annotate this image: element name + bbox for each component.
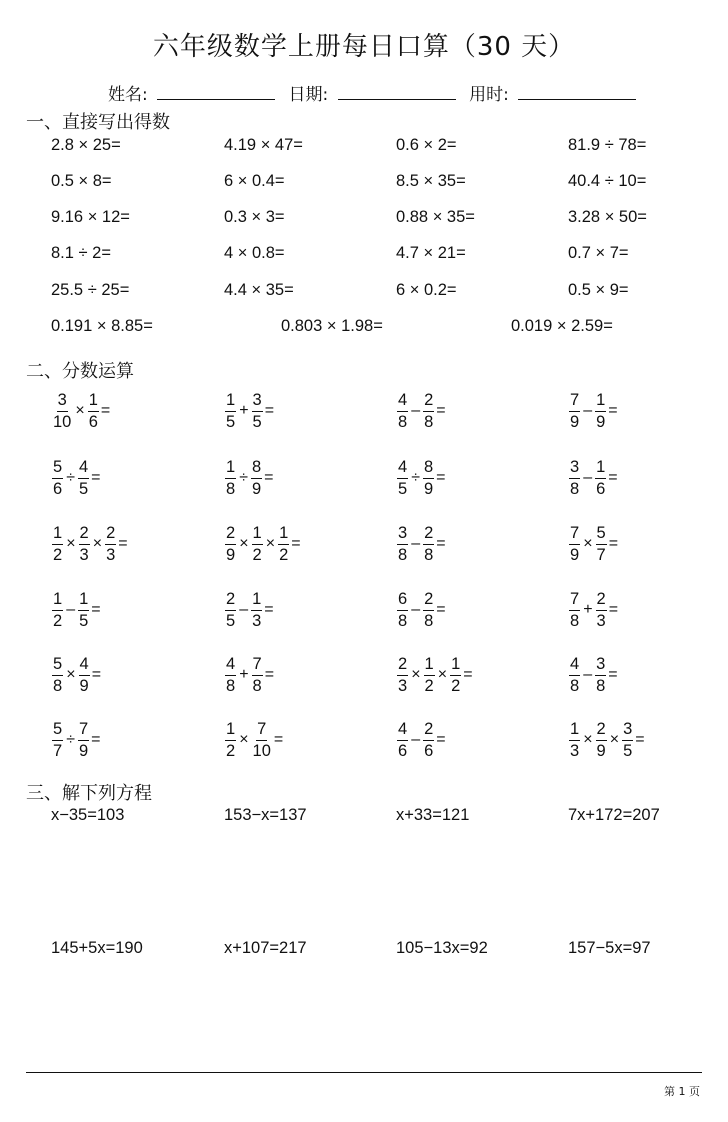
fraction-problem — [568, 525, 618, 563]
operator-sign: ÷ — [411, 469, 420, 486]
fraction-numerator: 2 — [423, 721, 434, 741]
fraction-numerator: 1 — [251, 591, 262, 611]
fraction-denominator: 9 — [226, 545, 236, 564]
fraction — [277, 525, 290, 563]
problem-item: 4.4 × 35= — [224, 281, 294, 299]
fraction — [423, 656, 436, 694]
equals-sign: = — [118, 535, 128, 552]
fraction-denominator: 7 — [53, 741, 63, 760]
fraction-denominator: 5 — [79, 611, 89, 630]
fraction-problem — [51, 656, 101, 694]
equals-sign: = — [463, 666, 473, 683]
equals-sign: = — [264, 601, 274, 618]
equals-sign: = — [436, 535, 446, 552]
fraction-denominator: 8 — [424, 412, 434, 431]
student-info-row — [108, 80, 644, 105]
fraction-numerator: 3 — [595, 656, 606, 676]
fraction-problem — [224, 721, 283, 759]
fraction-denominator: 6 — [424, 741, 434, 760]
fraction — [621, 721, 634, 759]
equals-sign: = — [436, 601, 446, 618]
footer-divider — [26, 1072, 702, 1073]
operator-sign: × — [239, 535, 249, 552]
fraction-numerator: 3 — [252, 392, 263, 412]
equals-sign: = — [608, 601, 619, 618]
fraction — [396, 525, 409, 563]
problem-item: 8.1 ÷ 2= — [51, 244, 111, 262]
equals-sign: = — [635, 731, 645, 748]
operator-sign: × — [411, 666, 421, 683]
fraction-denominator: 8 — [424, 611, 434, 630]
equation-item: x+107=217 — [224, 939, 307, 957]
fraction — [568, 591, 581, 629]
fraction — [250, 591, 263, 629]
fraction-problem — [224, 591, 274, 629]
fraction-denominator: 5 — [252, 412, 262, 431]
fraction-denominator: 9 — [596, 741, 606, 760]
fraction-denominator: 5 — [226, 412, 236, 431]
fraction-denominator: 7 — [596, 545, 606, 564]
fraction-problem — [568, 392, 618, 430]
problem-item: 6 × 0.4= — [224, 172, 285, 190]
operator-sign: ÷ — [66, 469, 75, 486]
fraction-denominator: 2 — [279, 545, 289, 564]
fraction-denominator: 8 — [570, 611, 580, 630]
operator-sign: – — [66, 601, 76, 618]
fraction-numerator: 4 — [397, 721, 408, 741]
operator-sign: – — [583, 402, 593, 419]
fraction-numerator: 8 — [251, 459, 262, 479]
fraction-denominator: 2 — [424, 676, 434, 695]
fraction-problem — [51, 721, 101, 759]
equals-sign: = — [91, 731, 101, 748]
fraction-denominator: 2 — [53, 545, 63, 564]
date-label: 日期: — [288, 85, 329, 105]
fraction-problem — [51, 392, 110, 430]
operator-sign: × — [609, 731, 620, 748]
fraction-problem — [396, 721, 446, 759]
fraction-numerator: 4 — [397, 459, 408, 479]
problem-item: 0.6 × 2= — [396, 136, 457, 154]
fraction-denominator: 3 — [79, 545, 89, 564]
fraction-numerator: 2 — [79, 525, 90, 545]
fraction-numerator: 2 — [423, 591, 434, 611]
fraction — [396, 392, 409, 430]
fraction — [87, 392, 100, 430]
fraction — [51, 721, 64, 759]
fraction-denominator: 9 — [570, 545, 580, 564]
fraction — [568, 721, 581, 759]
fraction-numerator: 3 — [569, 459, 580, 479]
fraction-problem — [224, 525, 301, 563]
fraction — [396, 591, 409, 629]
fraction-denominator: 9 — [78, 741, 89, 760]
fraction-denominator: 8 — [596, 676, 606, 695]
fraction — [422, 392, 435, 430]
operator-sign: × — [583, 535, 593, 552]
problem-item: 0.3 × 3= — [224, 208, 285, 226]
operator-sign: × — [92, 535, 103, 552]
fraction-numerator: 7 — [569, 392, 580, 412]
equals-sign: = — [436, 402, 446, 419]
fraction-denominator: 8 — [226, 676, 236, 695]
equals-sign: = — [608, 666, 618, 683]
fraction-numerator: 1 — [450, 656, 461, 676]
fraction-problem — [568, 656, 618, 694]
fraction-numerator: 7 — [252, 656, 263, 676]
fraction-denominator: 6 — [88, 412, 98, 431]
operator-sign: × — [66, 535, 76, 552]
operator-sign: × — [239, 731, 249, 748]
problem-item: 0.88 × 35= — [396, 208, 475, 226]
fraction-denominator: 8 — [226, 479, 236, 498]
fraction — [594, 392, 607, 430]
problem-item: 0.019 × 2.59= — [511, 317, 613, 335]
fraction — [595, 525, 608, 563]
fraction-numerator: 1 — [78, 591, 89, 611]
fraction — [51, 591, 64, 629]
fraction — [224, 721, 237, 759]
equals-sign: = — [91, 666, 102, 683]
fraction-denominator: 8 — [398, 545, 408, 564]
problem-item: 2.8 × 25= — [51, 136, 121, 154]
fraction-numerator: 1 — [252, 525, 263, 545]
fraction-numerator: 3 — [57, 392, 68, 412]
fraction — [422, 721, 435, 759]
fraction-numerator: 1 — [225, 392, 236, 412]
equation-item: 153−x=137 — [224, 806, 307, 824]
fraction-denominator: 5 — [226, 611, 236, 630]
fraction-numerator: 4 — [397, 392, 408, 412]
fraction-denominator: 9 — [79, 676, 89, 695]
fraction-denominator: 8 — [252, 676, 262, 695]
fraction-problem — [396, 591, 446, 629]
fraction-numerator: 2 — [225, 525, 236, 545]
fraction-denominator: 8 — [398, 611, 408, 630]
fraction-problem — [51, 459, 101, 497]
fraction-numerator: 4 — [79, 656, 90, 676]
fraction — [396, 656, 409, 694]
fraction-denominator: 3 — [252, 611, 262, 630]
fraction-numerator: 3 — [397, 525, 408, 545]
fraction — [78, 525, 91, 563]
problem-item: 25.5 ÷ 25= — [51, 281, 130, 299]
problem-item: 0.7 × 7= — [568, 244, 629, 262]
fraction-problem — [396, 656, 473, 694]
equals-sign: = — [608, 469, 618, 486]
equals-sign: = — [91, 469, 101, 486]
fraction-denominator: 3 — [106, 545, 116, 564]
equation-item: 145+5x=190 — [51, 939, 143, 957]
fraction-numerator: 5 — [52, 459, 63, 479]
equation-item: 157−5x=97 — [568, 939, 651, 957]
fraction — [77, 459, 90, 497]
fraction-denominator: 3 — [570, 741, 580, 760]
fraction-denominator: 6 — [53, 479, 63, 498]
fraction-numerator: 2 — [596, 721, 607, 741]
equation-item: 105−13x=92 — [396, 939, 488, 957]
problem-item: 4.7 × 21= — [396, 244, 466, 262]
section-heading-fraction: 二、分数运算 — [26, 361, 134, 382]
fraction — [251, 721, 273, 759]
equals-sign: = — [436, 469, 446, 486]
fraction — [224, 392, 237, 430]
equals-sign: = — [100, 402, 111, 419]
fraction-denominator: 5 — [623, 741, 633, 760]
fraction — [251, 656, 264, 694]
operator-sign: ÷ — [239, 469, 248, 486]
fraction-numerator: 3 — [622, 721, 633, 741]
fraction — [78, 656, 91, 694]
fraction-numerator: 2 — [596, 591, 607, 611]
name-label: 姓名: — [108, 85, 148, 105]
operator-sign: + — [583, 601, 593, 618]
fraction-denominator: 2 — [451, 676, 461, 695]
problem-item: 9.16 × 12= — [51, 208, 130, 226]
fraction-numerator: 1 — [595, 392, 606, 412]
problem-item: 4 × 0.8= — [224, 244, 285, 262]
fraction — [595, 721, 608, 759]
equals-sign: = — [91, 601, 101, 618]
operator-sign: – — [239, 601, 249, 618]
fraction-denominator: 9 — [423, 479, 434, 498]
fraction-denominator: 3 — [398, 676, 408, 695]
fraction — [224, 591, 237, 629]
fraction-problem — [568, 591, 618, 629]
fraction — [77, 721, 90, 759]
fraction-problem — [224, 459, 274, 497]
fraction-denominator: 5 — [398, 479, 408, 498]
fraction-numerator: 2 — [423, 525, 434, 545]
equation-item: x−35=103 — [51, 806, 125, 824]
fraction — [568, 459, 581, 497]
fraction — [422, 591, 435, 629]
fraction-numerator: 1 — [595, 459, 606, 479]
fraction-denominator: 10 — [53, 412, 72, 431]
fraction-numerator: 1 — [52, 525, 63, 545]
fraction — [568, 525, 581, 563]
operator-sign: – — [583, 469, 593, 486]
fraction-numerator: 7 — [569, 591, 580, 611]
fraction — [224, 525, 237, 563]
fraction-denominator: 8 — [398, 412, 408, 431]
fraction — [594, 459, 607, 497]
fraction-numerator: 4 — [225, 656, 236, 676]
fraction-denominator: 2 — [53, 611, 63, 630]
fraction-denominator: 2 — [226, 741, 236, 760]
problem-item: 0.5 × 8= — [51, 172, 112, 190]
fraction-numerator: 4 — [78, 459, 89, 479]
fraction — [595, 591, 608, 629]
fraction-numerator: 1 — [225, 721, 236, 741]
fraction-numerator: 1 — [569, 721, 580, 741]
fraction-numerator: 2 — [423, 392, 434, 412]
operator-sign: – — [411, 402, 421, 419]
operator-sign: – — [411, 601, 421, 618]
fraction — [250, 459, 263, 497]
fraction-numerator: 1 — [88, 392, 99, 412]
fraction-denominator: 5 — [78, 479, 89, 498]
fraction-problem — [568, 721, 645, 759]
fraction-denominator: 8 — [570, 676, 580, 695]
equation-item: x+33=121 — [396, 806, 470, 824]
operator-sign: × — [265, 535, 276, 552]
fraction — [449, 656, 462, 694]
operator-sign: – — [411, 535, 421, 552]
fraction-numerator: 7 — [569, 525, 580, 545]
section-heading-direct: 一、直接写出得数 — [26, 112, 170, 133]
problem-item: 81.9 ÷ 78= — [568, 136, 647, 154]
problem-item: 0.191 × 8.85= — [51, 317, 153, 335]
fraction — [396, 459, 409, 497]
operator-sign: ÷ — [66, 731, 75, 748]
fraction-numerator: 1 — [278, 525, 289, 545]
fraction — [51, 525, 64, 563]
equals-sign: = — [608, 535, 619, 552]
fraction-problem — [224, 392, 274, 430]
fraction-problem — [396, 459, 446, 497]
fraction-numerator: 7 — [78, 721, 89, 741]
operator-sign: × — [66, 666, 76, 683]
fraction-denominator: 9 — [596, 412, 606, 431]
fraction-numerator: 1 — [424, 656, 435, 676]
equals-sign: = — [264, 402, 275, 419]
fraction — [77, 591, 90, 629]
fraction-denominator: 8 — [53, 676, 63, 695]
fraction — [51, 656, 64, 694]
problem-item: 4.19 × 47= — [224, 136, 303, 154]
page-title: 六年级数学上册每日口算（30 天） — [152, 32, 576, 62]
fraction — [224, 459, 237, 497]
equals-sign: = — [436, 731, 446, 748]
fraction — [568, 656, 581, 694]
problem-item: 0.5 × 9= — [568, 281, 629, 299]
equals-sign: = — [264, 666, 275, 683]
fraction-denominator: 6 — [596, 479, 606, 498]
fraction-denominator: 8 — [570, 479, 580, 498]
fraction-numerator: 5 — [52, 656, 63, 676]
fraction-numerator: 2 — [397, 656, 408, 676]
operator-sign: – — [583, 666, 593, 683]
equation-item: 7x+172=207 — [568, 806, 660, 824]
problem-item: 40.4 ÷ 10= — [568, 172, 647, 190]
fraction-problem — [396, 392, 446, 430]
fraction-numerator: 2 — [225, 591, 236, 611]
name-blank[interactable] — [157, 85, 275, 100]
fraction — [51, 459, 64, 497]
fraction — [251, 392, 264, 430]
problem-item: 0.803 × 1.98= — [281, 317, 383, 335]
equals-sign: = — [273, 731, 284, 748]
fraction — [396, 721, 409, 759]
fraction-denominator: 3 — [596, 611, 606, 630]
time-blank[interactable] — [518, 85, 636, 100]
fraction — [594, 656, 607, 694]
operator-sign: × — [75, 402, 85, 419]
section-heading-equations: 三、解下列方程 — [26, 783, 152, 804]
date-blank[interactable] — [338, 85, 456, 100]
page-number: 第 1 页 — [664, 1085, 700, 1098]
fraction-numerator: 1 — [225, 459, 236, 479]
operator-sign: – — [411, 731, 421, 748]
fraction-denominator: 2 — [252, 545, 262, 564]
problem-item: 6 × 0.2= — [396, 281, 457, 299]
problem-item: 3.28 × 50= — [568, 208, 647, 226]
fraction — [422, 525, 435, 563]
fraction-denominator: 9 — [251, 479, 262, 498]
fraction-numerator: 7 — [256, 721, 267, 741]
fraction-denominator: 6 — [398, 741, 408, 760]
fraction-numerator: 1 — [52, 591, 63, 611]
fraction — [422, 459, 435, 497]
fraction — [104, 525, 117, 563]
fraction-numerator: 5 — [52, 721, 63, 741]
fraction-numerator: 6 — [397, 591, 408, 611]
fraction-problem — [224, 656, 274, 694]
operator-sign: × — [583, 731, 593, 748]
operator-sign: + — [239, 666, 249, 683]
fraction — [568, 392, 581, 430]
fraction — [224, 656, 237, 694]
fraction-numerator: 5 — [596, 525, 607, 545]
equals-sign: = — [608, 402, 618, 419]
fraction — [251, 525, 264, 563]
operator-sign: × — [437, 666, 448, 683]
time-label: 用时: — [469, 85, 509, 105]
fraction-denominator: 8 — [424, 545, 434, 564]
fraction-problem — [51, 591, 101, 629]
fraction-numerator: 8 — [423, 459, 434, 479]
equals-sign: = — [291, 535, 301, 552]
fraction-numerator: 4 — [569, 656, 580, 676]
fraction — [51, 392, 73, 430]
fraction-denominator: 9 — [570, 412, 580, 431]
fraction-problem — [396, 525, 446, 563]
operator-sign: + — [239, 402, 249, 419]
fraction-numerator: 2 — [105, 525, 116, 545]
equals-sign: = — [264, 469, 274, 486]
fraction-denominator: 10 — [252, 741, 271, 760]
problem-item: 8.5 × 35= — [396, 172, 466, 190]
fraction-problem — [51, 525, 128, 563]
fraction-problem — [568, 459, 618, 497]
